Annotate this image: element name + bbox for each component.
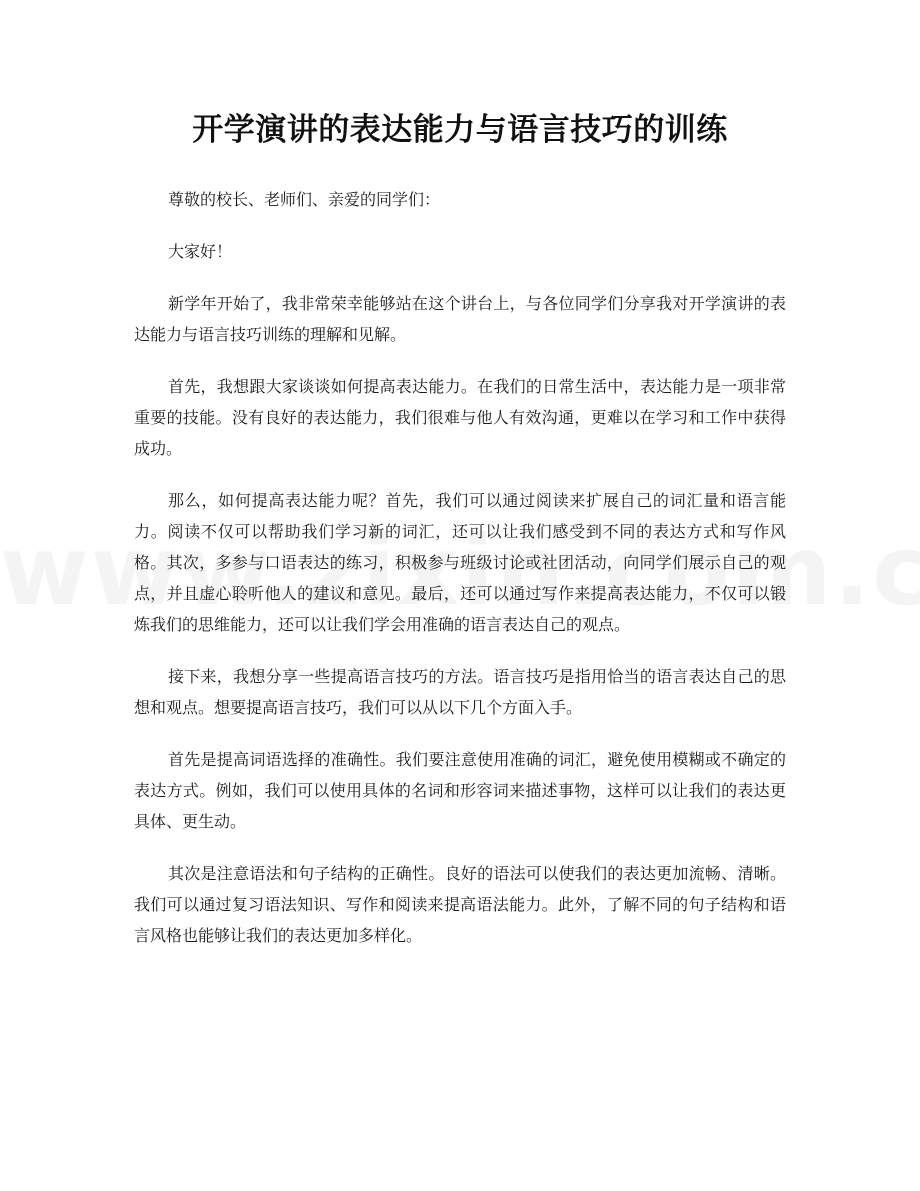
paragraph-language-skills: 接下来，我想分享一些提高语言技巧的方法。语言技巧是指用恰当的语言表达自己的思想和观点。想要提高语言技巧，我们可以从以下几个方面入手。 bbox=[134, 667, 786, 717]
paragraph-intro: 新学年开始了，我非常荣幸能够站在这个讲台上，与各位同学们分享我对开学演讲的表达能力与语言技巧训练的理解和见解。 bbox=[134, 294, 786, 344]
paragraph-greeting: 大家好！ bbox=[168, 242, 233, 261]
paragraph-expression-methods: 那么，如何提高表达能力呢？首先，我们可以通过阅读来扩展自己的词汇量和语言能力。阅读不仅可以帮助我们学习新的词汇，还可以让我们感受到不同的表达方式和写作风格。其次，多参与口语表达的练习，积极参与班级讨论或社团活动，向同学们展示自己的观点，并且虚心聆听他人的建议和意见。最后，还可以通过写作来提高表达能力，不仅可以锻炼我们的思维能力，还可以让我们学会用准确的语言表达自己的观点。 bbox=[134, 491, 786, 634]
document-body bbox=[134, 184, 786, 972]
paragraph-word-choice: 首先是提高词语选择的准确性。我们要注意使用准确的词汇，避免使用模糊或不确定的表达方式。例如，我们可以使用具体的名词和形容词来描述事物，这样可以让我们的表达更具体、更生动。 bbox=[134, 750, 786, 831]
paragraph-expression-importance: 首先，我想跟大家谈谈如何提高表达能力。在我们的日常生活中，表达能力是一项非常重要的技能。没有良好的表达能力，我们很难与他人有效沟通，更难以在学习和工作中获得成功。 bbox=[134, 377, 786, 458]
paragraph-grammar: 其次是注意语法和句子结构的正确性。良好的语法可以使我们的表达更加流畅、清晰。我们可以通过复习语法知识、写作和阅读来提高语法能力。此外，了解不同的句子结构和语言风格也能够让我们的表达更加多样化。 bbox=[134, 864, 786, 945]
paragraph-salutation: 尊敬的校长、老师们、亲爱的同学们： bbox=[168, 190, 441, 209]
document-title: 开学演讲的表达能力与语言技巧的训练 bbox=[192, 112, 728, 148]
